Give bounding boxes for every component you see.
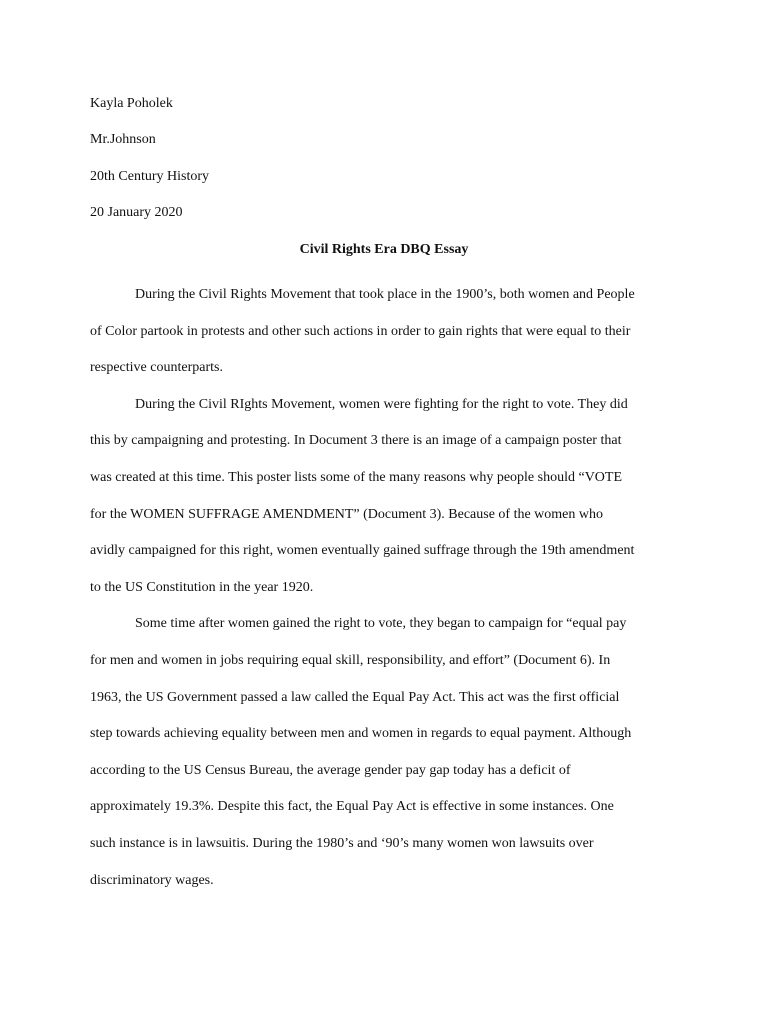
paragraph-line: for the WOMEN SUFFRAGE AMENDMENT” (Document 3). Because of the women who (90, 506, 603, 522)
paragraph-line: discriminatory wages. (90, 872, 214, 888)
essay-date: 20 January 2020 (90, 205, 183, 220)
paragraph-line: such instance is in lawsuitis. During the 1980’s and ‘90’s many women won lawsuits over (90, 835, 594, 851)
paragraph-line: 1963, the US Government passed a law called the Equal Pay Act. This act was the first official (90, 689, 620, 705)
author-name: Kayla Poholek (90, 96, 173, 111)
paragraph-1 (90, 277, 690, 387)
paragraph-2 (90, 387, 690, 607)
teacher-name: Mr.Johnson (90, 132, 156, 147)
paragraph-line: according to the US Census Bureau, the average gender pay gap today has a deficit of (90, 762, 571, 778)
paragraph-line: was created at this time. This poster lists some of the many reasons why people should “VOTE (90, 469, 623, 485)
paragraph-line: of Color partook in protests and other such actions in order to gain rights that were equal to their (90, 323, 631, 339)
paragraph-line: approximately 19.3%. Despite this fact, the Equal Pay Act is effective in some instances. One (90, 799, 614, 815)
paragraph-line: respective counterparts. (90, 360, 223, 376)
paragraph-line: Some time after women gained the right to vote, they began to campaign for “equal pay (135, 616, 627, 632)
paragraph-line: During the Civil Rights Movement that took place in the 1900’s, both women and People (135, 287, 635, 302)
paragraph-line: During the Civil RIghts Movement, women were fighting for the right to vote. They did (135, 396, 628, 412)
paragraph-line: avidly campaigned for this right, women eventually gained suffrage through the 19th amendment (90, 543, 635, 559)
essay-body (90, 277, 690, 899)
paragraph-3 (90, 606, 690, 899)
paragraph-line: to the US Constitution in the year 1920. (90, 579, 314, 595)
paragraph-line: step towards achieving equality between men and women in regards to equal payment. Although (90, 726, 632, 742)
paragraph-line: this by campaigning and protesting. In Document 3 there is an image of a campaign poster that (90, 433, 622, 449)
paragraph-line: for men and women in jobs requiring equal skill, responsibility, and effort” (Document 6). In (90, 652, 611, 668)
course-name: 20th Century History (90, 169, 209, 184)
essay-title: Civil Rights Era DBQ Essay (299, 242, 469, 257)
